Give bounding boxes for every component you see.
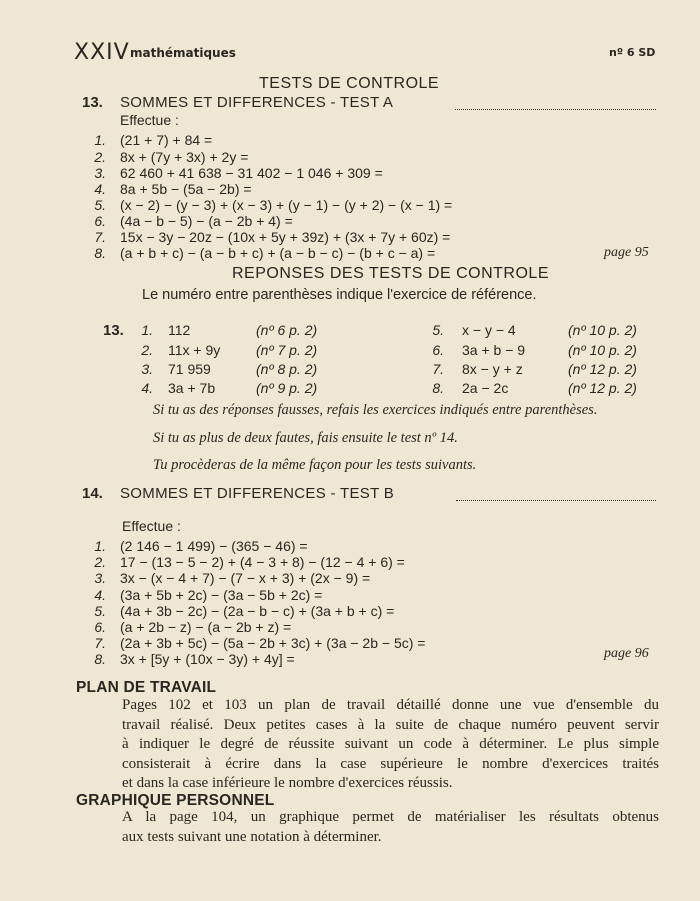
list-item: 2. 17 − (13 − 5 − 2) + (4 − 3 + 8) − (12 − 4 + 6) =: [94, 554, 405, 570]
test-b-title: SOMMES ET DIFFERENCES - TEST B: [120, 485, 395, 502]
answer-item: 7. 8x − y + z (nº 12 p. 2): [432, 361, 637, 377]
answer-item: 6. 3a + b − 9 (nº 10 p. 2): [432, 342, 637, 358]
list-item: 8. (a + b + c) − (a − b + c) + (a − b − c) − (b + c − a) =: [94, 245, 436, 261]
dotted-leader: [456, 500, 656, 501]
test-a-instruction: Effectue :: [120, 112, 179, 128]
list-item: 6. (a + 2b − z) − (a − 2b + z) =: [94, 619, 292, 635]
page-reference: page 95: [604, 245, 649, 260]
answers-note: Tu procèderas de la même façon pour les tests suivants.: [153, 457, 477, 473]
list-item: 2. 8x + (7y + 3x) + 2y =: [94, 149, 249, 165]
test-a-title: SOMMES ET DIFFERENCES - TEST A: [120, 94, 394, 111]
list-item: 3. 3x − (x − 4 + 7) − (7 − x + 3) + (2x − 9) =: [94, 570, 371, 586]
graph-heading: GRAPHIQUE PERSONNEL: [76, 792, 275, 809]
graph-paragraph: [122, 808, 659, 847]
list-item: 4. 8a + 5b − (5a − 2b) =: [94, 181, 252, 197]
answer-item: 4. 3a + 7b (nº 9 p. 2): [141, 380, 318, 396]
answers-title: REPONSES DES TESTS DE CONTROLE: [232, 265, 549, 282]
paragraph-line: aux tests suivant une notation à déterminer.: [122, 828, 382, 845]
answer-item: 1. 112 (nº 6 p. 2): [141, 322, 318, 338]
plan-paragraph: [122, 696, 659, 794]
list-item: 1. (21 + 7) + 84 =: [94, 132, 213, 148]
answers-intro: Le numéro entre parenthèses indique l'exercice de référence.: [142, 287, 537, 303]
tests-title: TESTS DE CONTROLE: [259, 75, 440, 92]
plan-heading: PLAN DE TRAVAIL: [76, 679, 217, 696]
page-reference: page 96: [604, 646, 649, 661]
answers-note: Si tu as plus de deux fautes, fais ensuite le test nº 14.: [153, 430, 458, 446]
chapter-number: XXIV: [74, 40, 130, 65]
paragraph-line: A la page 104, un graphique permet de matérialiser les résultats obtenus: [122, 809, 659, 825]
list-item: 5. (x − 2) − (y − 3) + (x − 3) + (y − 1) − (y + 2) − (x − 1) =: [94, 197, 453, 213]
answer-item: 3. 71 959 (nº 8 p. 2): [141, 361, 318, 377]
list-item: 6. (4a − b − 5) − (a − 2b + 4) =: [94, 213, 293, 229]
paragraph-line: à indiquer le degré de réussite suivant un code à déterminer. Le plus simple: [122, 736, 659, 752]
paragraph-line: travail réalisé. Deux petites cases à la suite de chaque numéro peuvent servir: [122, 716, 659, 733]
paragraph-line: consisterait à écrire dans la case supérieure le nombre d'exercices traités: [122, 755, 659, 772]
test-b-number: 14.: [82, 485, 103, 502]
dotted-leader: [455, 109, 656, 110]
paragraph-line: Pages 102 et 103 un plan de travail détaillé donne une vue d'ensemble du: [122, 697, 659, 713]
list-item: 5. (4a + 3b − 2c) − (2a − b − c) + (3a + b + c) =: [94, 603, 395, 619]
paragraph-line: et dans la case inférieure le nombre d'exercices réussis.: [122, 775, 453, 791]
test-b-instruction: Effectue :: [122, 518, 181, 534]
list-item: 1. (2 146 − 1 499) − (365 − 46) =: [94, 538, 308, 554]
answers-note: Si tu as des réponses fausses, refais les exercices indiqués entre parenthèses.: [153, 402, 598, 418]
list-item: 8. 3x + [5y + (10x − 3y) + 4y] =: [94, 651, 295, 667]
answers-test-number: 13.: [103, 322, 124, 339]
test-a-number: 13.: [82, 94, 103, 111]
answer-item: 2. 11x + 9y (nº 7 p. 2): [141, 342, 318, 358]
list-item: 3. 62 460 + 41 638 − 31 402 − 1 046 + 309 =: [94, 165, 383, 181]
list-item: 7. (2a + 3b + 5c) − (5a − 2b + 3c) + (3a − 2b − 5c) =: [94, 635, 426, 651]
answer-item: 5. x − y − 4 (nº 10 p. 2): [432, 322, 637, 338]
list-item: 4. (3a + 5b + 2c) − (3a − 5b + 2c) =: [94, 587, 323, 603]
section-code: nº 6 SD: [609, 46, 656, 59]
subject-title: mathématiques: [130, 46, 236, 60]
list-item: 7. 15x − 3y − 20z − (10x + 5y + 39z) + (3x + 7y + 60z) =: [94, 229, 451, 245]
answer-item: 8. 2a − 2c (nº 12 p. 2): [432, 380, 637, 396]
